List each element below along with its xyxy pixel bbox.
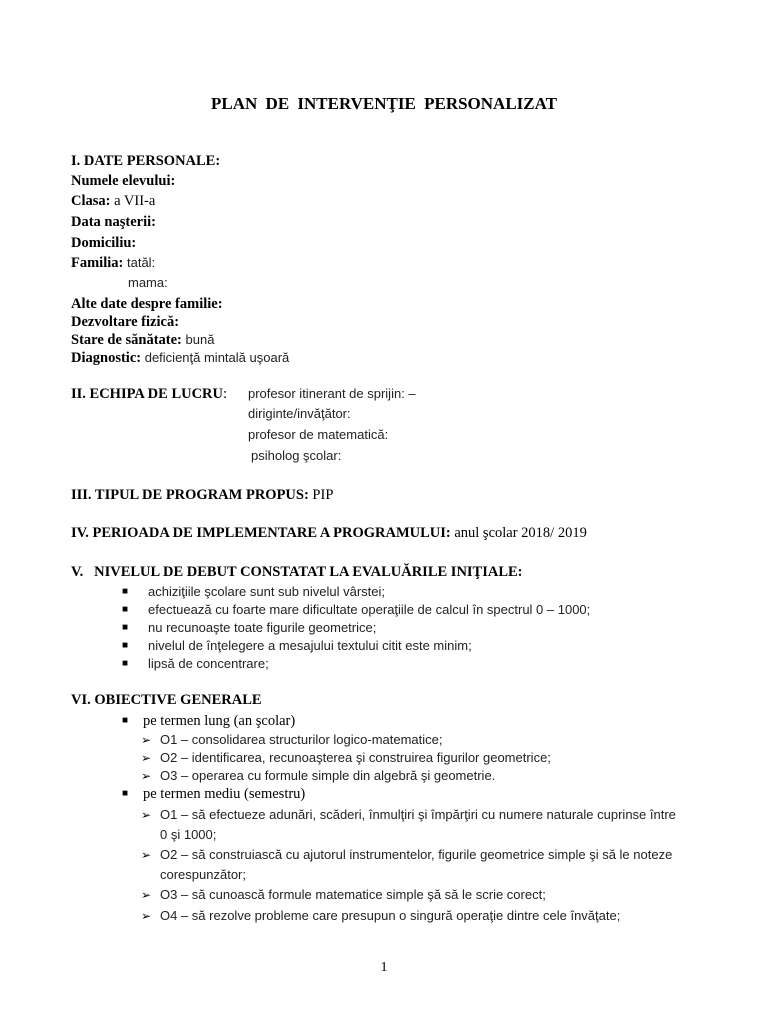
section-2-heading: II. ECHIPA DE LUCRU	[71, 386, 224, 402]
field-address	[71, 234, 136, 252]
field-label: Domiciliu:	[71, 235, 137, 251]
long-term-label: pe termen lung (an şcolar)	[143, 713, 296, 729]
field-value: bună	[185, 332, 215, 347]
field-label: Alte date despre familie:	[71, 296, 223, 312]
objective-item: O2 – să construiască cu ajutorul instrumentelor, figurile geometrice simple şi să le noteze	[160, 847, 673, 862]
field-label: Numele elevului:	[71, 173, 176, 189]
section-5-heading: V. NIVELUL DE DEBUT CONSTATAT LA EVALUĂRILE INIŢIALE:	[71, 564, 523, 580]
section-4-value: anul şcolar 2018/ 2019	[454, 525, 587, 541]
field-label: Diagnostic:	[71, 350, 142, 366]
team-member-itinerant: profesor itinerant de sprijin: –	[248, 386, 416, 401]
arrow-bullet-icon: ➢	[141, 769, 152, 783]
objective-item: O4 – să rezolve probleme care presupun o singură operaţie dintre cele învăţate;	[160, 908, 621, 923]
field-mother	[128, 274, 168, 292]
field-label: Clasa:	[71, 193, 111, 209]
field-value: mama:	[128, 275, 168, 290]
list-item: nivelul de înţelegere a mesajului textului citit este minim;	[148, 638, 472, 653]
section-1-heading: I. DATE PERSONALE:	[71, 153, 221, 169]
objective-item: O1 – consolidarea structurilor logico-matematice;	[160, 732, 443, 747]
field-value: a VII-a	[114, 193, 156, 209]
arrow-bullet-icon: ➢	[141, 909, 152, 923]
list-item: nu recunoaşte toate figurile geometrice;	[148, 620, 377, 635]
section-6-heading: VI. OBIECTIVE GENERALE	[71, 692, 262, 708]
square-bullet-icon: ■	[122, 622, 129, 633]
section-2-colon: :	[223, 386, 228, 402]
section-4	[71, 524, 587, 542]
field-student-name	[71, 172, 175, 190]
section-4-heading: IV. PERIOADA DE IMPLEMENTARE A PROGRAMULUI:	[71, 525, 451, 541]
team-member-math: profesor de matematică:	[248, 427, 389, 442]
section-3-heading: III. TIPUL DE PROGRAM PROPUS:	[71, 487, 309, 503]
objective-item: O2 – identificarea, recunoaşterea şi construirea figurilor geometrice;	[160, 750, 551, 765]
section-3-value: PIP	[312, 487, 334, 503]
field-label: Familia:	[71, 255, 124, 271]
field-class	[71, 192, 155, 210]
list-item: lipsă de concentrare;	[148, 656, 269, 671]
field-value: tatăl:	[126, 255, 156, 270]
medium-term-label: pe termen mediu (semestru)	[143, 786, 306, 802]
team-member-psychologist: psiholog şcolar:	[251, 448, 342, 463]
objective-item: O3 – să cunoască formule matematice simple şă să le scrie corect;	[160, 887, 546, 902]
square-bullet-icon: ■	[122, 640, 129, 651]
square-bullet-icon: ■	[122, 658, 129, 669]
arrow-bullet-icon: ➢	[141, 888, 152, 902]
team-member-homeroom: diriginte/invăţător:	[248, 406, 351, 421]
objective-item: O3 – operarea cu formule simple din algebră şi geometrie.	[160, 768, 496, 783]
field-label: Stare de sănătate:	[71, 332, 182, 348]
field-birth-date	[71, 213, 156, 231]
arrow-bullet-icon: ➢	[141, 751, 152, 765]
field-health	[71, 331, 214, 349]
objective-item-continuation: corespunzător;	[160, 867, 246, 882]
objective-item-continuation: 0 şi 1000;	[160, 827, 217, 842]
arrow-bullet-icon: ➢	[141, 808, 152, 822]
page-number: 1	[380, 960, 388, 975]
document-title: PLAN DE INTERVENŢIE PERSONALIZAT	[211, 94, 557, 113]
section-2-heading-line	[71, 385, 227, 403]
field-value: deficienţă mintală uşoară	[144, 350, 290, 365]
square-bullet-icon: ■	[122, 586, 129, 597]
square-bullet-icon: ■	[122, 715, 129, 726]
list-item: achiziţiile şcolare sunt sub nivelul vârstei;	[148, 584, 385, 599]
square-bullet-icon: ■	[122, 604, 129, 615]
field-physical-development	[71, 313, 179, 331]
arrow-bullet-icon: ➢	[141, 733, 152, 747]
field-label: Data naşterii:	[71, 214, 156, 230]
field-label: Dezvoltare fizică:	[71, 314, 180, 330]
square-bullet-icon: ■	[122, 788, 129, 799]
field-family	[71, 254, 155, 272]
field-diagnosis	[71, 349, 289, 367]
list-item: efectuează cu foarte mare dificultate operaţiile de calcul în spectrul 0 – 1000;	[148, 602, 591, 617]
objective-item: O1 – să efectueze adunări, scăderi, înmulţiri şi împărţiri cu numere naturale cuprinse între	[160, 807, 676, 822]
field-family-details	[71, 295, 223, 313]
arrow-bullet-icon: ➢	[141, 848, 152, 862]
section-3	[71, 486, 333, 504]
